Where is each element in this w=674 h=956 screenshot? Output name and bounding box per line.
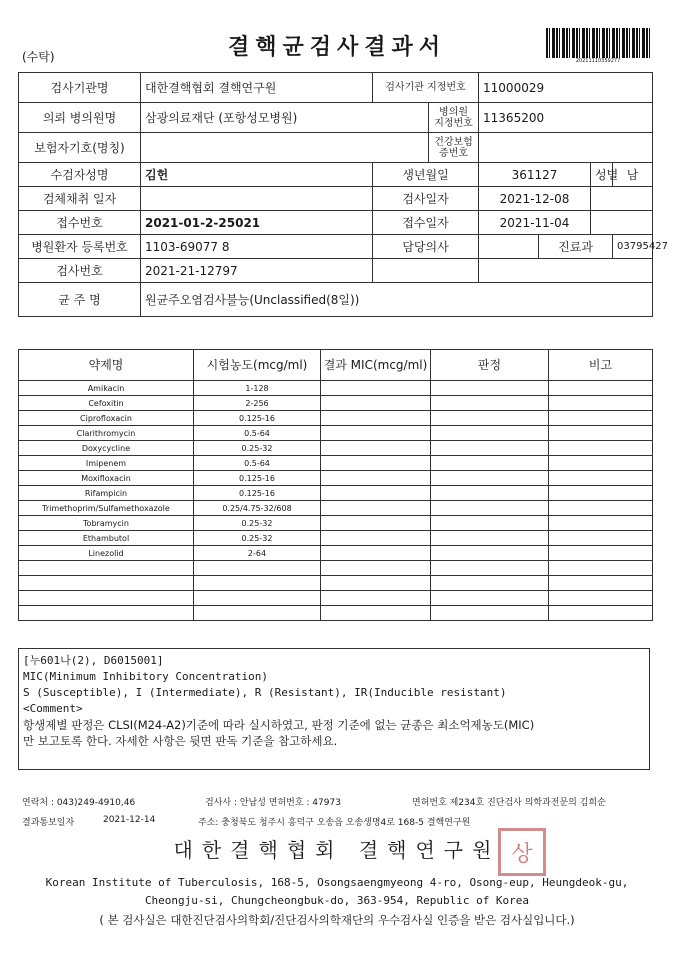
drug-cell: Moxifloxacin	[19, 471, 194, 486]
chart-no-label: 병원환자 등록번호	[19, 235, 141, 259]
interpretation-cell	[431, 501, 549, 516]
table-row	[19, 486, 653, 501]
range-cell: 0.125-16	[194, 486, 321, 501]
receipt-label: (수탁)	[22, 50, 55, 64]
table-row	[19, 561, 653, 576]
lab-code-label: 검사기관 지정번호	[373, 73, 479, 103]
insurance-no-value	[479, 133, 653, 163]
institute-name: 대한결핵협회 결핵연구원	[173, 838, 501, 862]
remarks-cell	[549, 411, 653, 426]
interpretation-cell	[431, 396, 549, 411]
notes-box	[18, 648, 650, 770]
test-date-value: 2021-12-08	[479, 187, 591, 211]
lab-name-value: 대한결핵협회 결핵연구원	[141, 73, 373, 103]
interpretation-cell	[431, 531, 549, 546]
mic-cell	[321, 516, 431, 531]
range-cell: 0.25/4.75-32/608	[194, 501, 321, 516]
drug-cell: Clarithromycin	[19, 426, 194, 441]
certification-note: ( 본 검사실은 대한진단검사의학회/진단검사의학재단의 우수검사실 인증을 받은 검사실입니다.)	[99, 913, 575, 927]
mic-cell	[321, 501, 431, 516]
interpretation-cell	[431, 486, 549, 501]
footer-license: 면허번호 제234호 진단검사 의학과전문의 김희순	[412, 798, 606, 808]
hospital-code-value: 11365200	[479, 103, 653, 133]
document-title: 결핵균검사결과서	[227, 35, 447, 60]
test-no-label: 검사번호	[19, 259, 141, 283]
dept-label: 진료과	[539, 235, 613, 259]
remarks-cell	[549, 531, 653, 546]
footer-report-date-label: 결과통보일자	[22, 818, 75, 828]
accession-value: 2021-01-2-25021	[141, 211, 373, 235]
collection-date-value	[141, 187, 373, 211]
drug-cell: Ciprofloxacin	[19, 411, 194, 426]
received-date-label: 접수일자	[373, 211, 479, 235]
range-cell: 0.25-32	[194, 531, 321, 546]
range-cell	[194, 591, 321, 606]
table-row	[19, 531, 653, 546]
remarks-cell	[549, 516, 653, 531]
patient-name-value: 김헌	[141, 163, 373, 187]
table-row	[19, 606, 653, 621]
table-row	[19, 396, 653, 411]
footer-phone: 연락처 : 043)249-4910,46	[22, 798, 136, 808]
header-drug: 약제명	[19, 350, 194, 381]
remarks-cell	[549, 426, 653, 441]
patient-info-table	[18, 72, 668, 317]
remarks-cell	[549, 471, 653, 486]
mic-cell	[321, 576, 431, 591]
remarks-cell	[549, 381, 653, 396]
barcode-image	[546, 28, 650, 58]
table-row	[19, 591, 653, 606]
notes-legend: S (Susceptible), I (Intermediate), R (Resistant), IR(Inducible resistant)	[23, 686, 507, 699]
interpretation-cell	[431, 546, 549, 561]
interpretation-cell	[431, 456, 549, 471]
range-cell: 0.5-64	[194, 426, 321, 441]
drug-cell: Tobramycin	[19, 516, 194, 531]
mic-cell	[321, 396, 431, 411]
notes-comment-label: <Comment>	[23, 702, 83, 715]
insurer-value	[141, 133, 429, 163]
drug-cell: Rifampicin	[19, 486, 194, 501]
remarks-cell	[549, 486, 653, 501]
range-cell	[194, 561, 321, 576]
notes-comment-line1: 항생제별 판정은 CLSI(M24-A2)기준에 따라 실시하였고, 판정 기준에 없는 균종은 최소억제농도(MIC)	[23, 718, 535, 732]
remarks-cell	[549, 606, 653, 621]
notes-mic: MIC(Minimum Inhibitory Concentration)	[23, 670, 269, 683]
range-cell	[194, 606, 321, 621]
header-remarks: 비고	[549, 350, 653, 381]
mic-cell	[321, 591, 431, 606]
remarks-cell	[549, 561, 653, 576]
susceptibility-table	[18, 349, 653, 621]
collection-date-label: 검체채취 일자	[19, 187, 141, 211]
interpretation-cell	[431, 411, 549, 426]
header-interpretation: 판정	[431, 350, 549, 381]
mic-cell	[321, 606, 431, 621]
remarks-cell	[549, 396, 653, 411]
range-cell: 0.25-32	[194, 441, 321, 456]
range-cell: 2-64	[194, 546, 321, 561]
header-range: 시험농도(mcg/ml)	[194, 350, 321, 381]
test-no-value: 2021-21-12797	[141, 259, 373, 283]
table-row	[19, 381, 653, 396]
interpretation-cell	[431, 606, 549, 621]
lab-name-label: 검사기관명	[19, 73, 141, 103]
drug-cell: Amikacin	[19, 381, 194, 396]
mic-cell	[321, 411, 431, 426]
mic-cell	[321, 441, 431, 456]
address-en-line2: Cheongju-si, Chungcheongbuk-do, 363-954, Republic of Korea	[144, 894, 530, 907]
mic-cell	[321, 381, 431, 396]
footer-report-date: 2021-12-14	[103, 815, 156, 825]
mic-cell	[321, 531, 431, 546]
table-row	[19, 576, 653, 591]
sex-label: 성별	[591, 163, 613, 187]
barcode-number: 20211110359277	[575, 58, 621, 64]
table-row	[19, 501, 653, 516]
drug-cell: Linezolid	[19, 546, 194, 561]
range-cell: 0.5-64	[194, 456, 321, 471]
mic-cell	[321, 486, 431, 501]
remarks-cell	[549, 456, 653, 471]
sex-value: 남	[613, 163, 653, 187]
mic-cell	[321, 456, 431, 471]
organism-label: 균 주 명	[19, 283, 141, 317]
range-cell: 0.125-16	[194, 411, 321, 426]
interpretation-cell	[431, 576, 549, 591]
mic-cell	[321, 561, 431, 576]
chart-no-value: 1103-69077 8	[141, 235, 373, 259]
remarks-cell	[549, 576, 653, 591]
dept-value: 03795427	[613, 235, 653, 259]
drug-cell	[19, 606, 194, 621]
drug-cell: Doxycycline	[19, 441, 194, 456]
mic-cell	[321, 471, 431, 486]
notes-code: [누601나(2), D6015001]	[23, 654, 164, 667]
doctor-label: 담당의사	[373, 235, 479, 259]
range-cell: 0.25-32	[194, 516, 321, 531]
drug-cell: Imipenem	[19, 456, 194, 471]
interpretation-cell	[431, 591, 549, 606]
interpretation-cell	[431, 441, 549, 456]
mic-cell	[321, 546, 431, 561]
table-row	[19, 426, 653, 441]
lab-code-value: 11000029	[479, 73, 653, 103]
test-date-label: 검사일자	[373, 187, 479, 211]
accession-label: 접수번호	[19, 211, 141, 235]
doctor-value	[479, 235, 539, 259]
drug-cell: Trimethoprim/Sulfamethoxazole	[19, 501, 194, 516]
remarks-cell	[549, 441, 653, 456]
notes-comment-line2: 만 보고토록 한다. 자세한 사항은 뒷면 판독 기준을 참고하세요.	[23, 734, 338, 748]
drug-cell: Cefoxitin	[19, 396, 194, 411]
table-row	[19, 456, 653, 471]
remarks-cell	[549, 546, 653, 561]
insurance-no-label: 건강보험 증번호	[429, 133, 479, 163]
received-date-value: 2021-11-04	[479, 211, 591, 235]
table-row	[19, 471, 653, 486]
dob-value: 361127	[479, 163, 591, 187]
interpretation-cell	[431, 381, 549, 396]
remarks-cell	[549, 501, 653, 516]
insurer-label: 보험자기호(명칭)	[19, 133, 141, 163]
interpretation-cell	[431, 471, 549, 486]
official-seal-stamp: 상	[498, 828, 546, 876]
header-mic: 결과 MIC(mcg/ml)	[321, 350, 431, 381]
drug-cell	[19, 576, 194, 591]
range-cell: 0.125-16	[194, 471, 321, 486]
hospital-code-label: 병의원 지정번호	[429, 103, 479, 133]
dob-label: 생년월일	[373, 163, 479, 187]
hospital-name-value: 삼광의료재단 (포항성모병원)	[141, 103, 429, 133]
hospital-name-label: 의뢰 병의원명	[19, 103, 141, 133]
range-cell	[194, 576, 321, 591]
drug-cell	[19, 591, 194, 606]
range-cell: 2-256	[194, 396, 321, 411]
table-row	[19, 411, 653, 426]
organism-value: 원균주오염검사불능(Unclassified(8일))	[141, 283, 653, 317]
mic-cell	[321, 426, 431, 441]
address-en-line1: Korean Institute of Tuberculosis, 168-5, Osongsaengmyeong 4-ro, Osong-eup, Heungdeok-gu,	[45, 876, 629, 889]
footer-address-kr: 주소: 충청북도 청주시 흥덕구 오송읍 오송생명4로 168-5 결핵연구원	[198, 818, 471, 828]
remarks-cell	[549, 591, 653, 606]
interpretation-cell	[431, 561, 549, 576]
table-row	[19, 546, 653, 561]
table-row	[19, 516, 653, 531]
table-row	[19, 441, 653, 456]
drug-cell: Ethambutol	[19, 531, 194, 546]
interpretation-cell	[431, 426, 549, 441]
range-cell: 1-128	[194, 381, 321, 396]
patient-name-label: 수검자성명	[19, 163, 141, 187]
footer-examiner: 검사사 : 안남성 면허번호 : 47973	[205, 798, 341, 808]
interpretation-cell	[431, 516, 549, 531]
drug-cell	[19, 561, 194, 576]
